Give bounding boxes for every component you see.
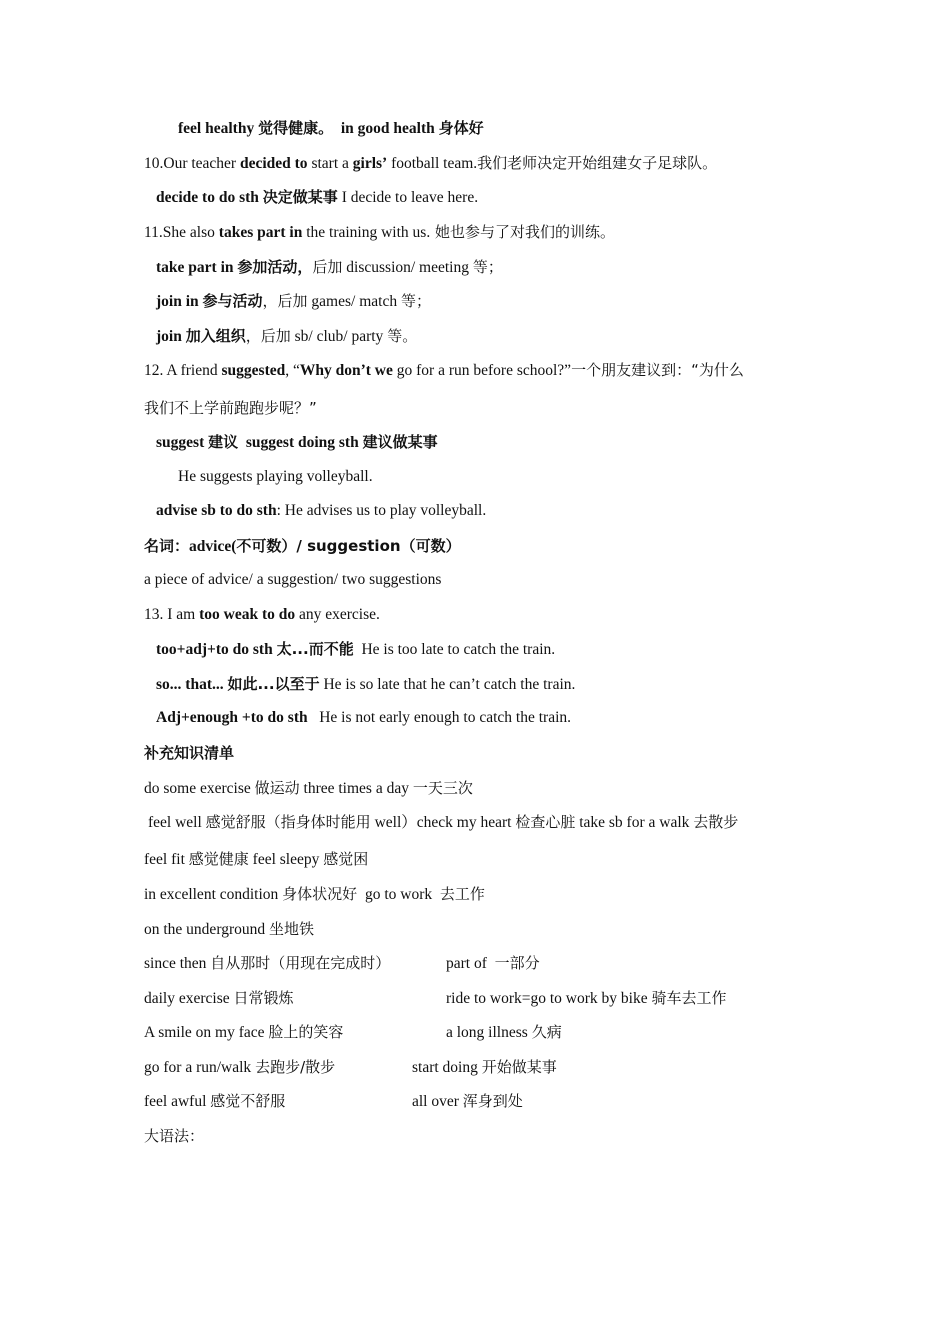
line-join-in: join in 参与活动，后加 games/ match 等； — [156, 292, 431, 310]
line-too-to: too+adj+to do sth 太...而不能 He is too late to catch the train. — [156, 640, 556, 658]
line-smile: A smile on my face 脸上的笑容 a long illness 久病 — [144, 1023, 562, 1041]
line-take-part-in: take part in 参加活动，后加 discussion/ meeting 等； — [156, 258, 503, 276]
line-underground: on the underground 坐地铁 — [144, 920, 314, 938]
line-excellent-condition: in excellent condition 身体状况好 go to work 去工作 — [144, 885, 485, 903]
line-go-for-run: go for a run/walk 去跑步/散步 start doing 开始做某事 — [144, 1058, 557, 1076]
line-noun: 名词：advice(不可数）/ suggestion（可数） — [144, 537, 461, 555]
line-do-exercise: do some exercise 做运动 three times a day 一天三次 — [144, 779, 473, 797]
line-feel-fit: feel fit 感觉健康 feel sleepy 感觉困 — [144, 850, 369, 868]
col2-start-doing: start doing 开始做某事 — [412, 1058, 557, 1076]
line-item-13: 13. I am too weak to do any exercise. — [144, 606, 380, 623]
line-feel-awful: feel awful 感觉不舒服 all over 浑身到处 — [144, 1092, 523, 1110]
line-enough: Adj+enough +to do sth He is not early enough to catch the train. — [156, 709, 572, 726]
line-item-12: 12. A friend suggested, “Why don’t we go for a run before school?”一个朋友建议到：“为什么 — [144, 361, 744, 379]
col2-ride-to-work: ride to work=go to work by bike 骑车去工作 — [446, 989, 727, 1007]
line-advise: advise sb to do sth: He advises us to play volleyball. — [156, 502, 487, 519]
col2-all-over: all over 浑身到处 — [412, 1092, 523, 1110]
col2-part-of: part of 一部分 — [446, 954, 540, 972]
line-item-11: 11.She also takes part in the training with us. 她也参与了对我们的训练。 — [144, 223, 615, 241]
line-feel-well: feel well 感觉舒服（指身体时能用 well）check my heart 检查心脏 take sb for a walk 去散步 — [148, 813, 739, 831]
line-since-then: since then 自从那时（用现在完成时） part of 一部分 — [144, 954, 540, 972]
line-join: join 加入组织，后加 sb/ club/ party 等。 — [156, 327, 418, 345]
line-feel-healthy: feel healthy 觉得健康。 in good health 身体好 — [178, 119, 484, 137]
line-daily-exercise: daily exercise 日常锻炼 ride to work=go to work by bike 骑车去工作 — [144, 989, 727, 1007]
line-suggest: suggest 建议 suggest doing sth 建议做某事 — [156, 433, 438, 451]
heading-supplement: 补充知识清单 — [144, 744, 235, 762]
line-so-that: so... that... 如此...以至于 He is so late that he can’t catch the train. — [156, 675, 576, 693]
line-decide: decide to do sth 决定做某事 I decide to leave here. — [156, 188, 479, 206]
line-item-10: 10.Our teacher decided to start a girls’ football team.我们老师决定开始组建女子足球队。 — [144, 154, 718, 172]
line-advice-examples: a piece of advice/ a suggestion/ two suggestions — [144, 571, 442, 588]
heading-grammar: 大语法： — [144, 1127, 205, 1145]
line-suggest-example: He suggests playing volleyball. — [178, 468, 373, 485]
col2-long-illness: a long illness 久病 — [446, 1023, 562, 1041]
line-item-12-cont: 我们不上学前跑跑步呢？” — [144, 399, 317, 417]
